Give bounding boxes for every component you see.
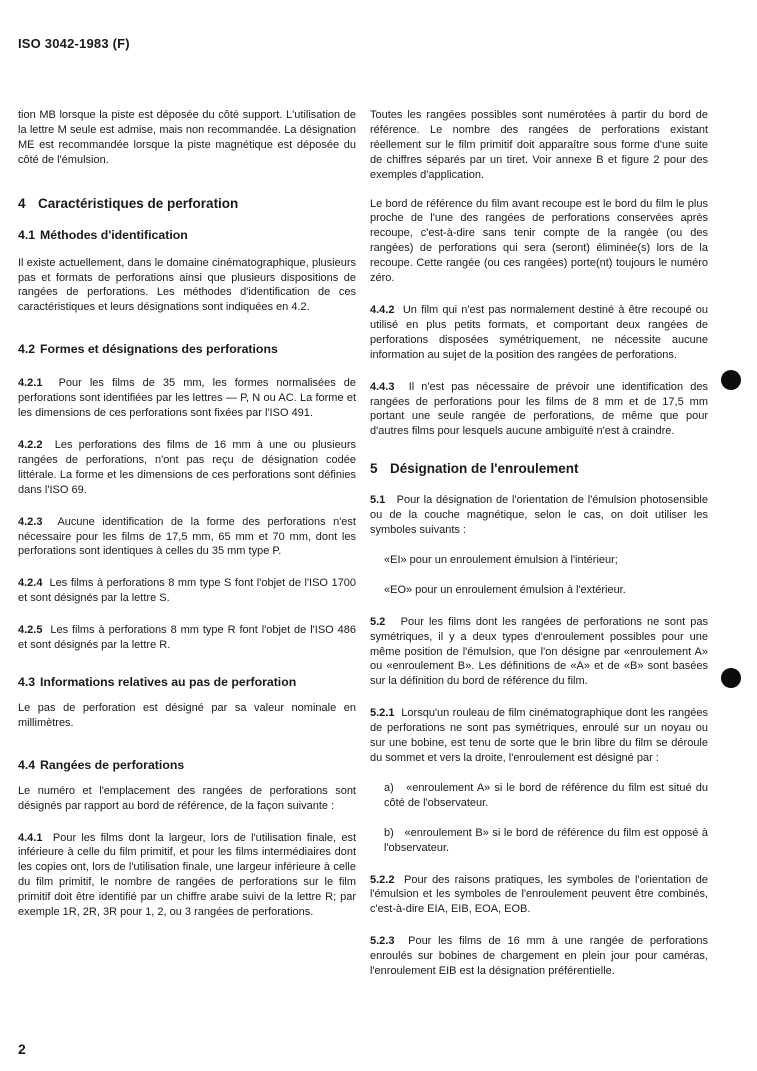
section-4-1-text: Il existe actuellement, dans le domaine cinématographique, plusieurs pas et formats de perforations ainsi que plusieurs dispositions de rangées de perforations. Les méthodes d'identification de ces caractéristiques et leurs désignations sont indiquées en 4.2. — [18, 256, 356, 314]
right-column — [370, 108, 708, 979]
section-4-2-heading: 4.2 Formes et désignations des perforations — [18, 342, 278, 357]
ei-symbol-line: «EI» pour un enroulement émulsion à l'intérieur; — [384, 553, 618, 566]
intro-paragraph: tion MB lorsque la piste est déposée du côté support. L'utilisation de la lettre M seule est admise, mais non recommandée. La désignation ME est recommandée lorsque la piste magnétique est déposée du côté de l'émulsion. — [18, 109, 356, 166]
para-4-4-1: 4.4.1 Pour les films dont la largeur, lors de l'utilisation finale, est inférieure à celle du film primitif, et pour les films intermédiaires dont les copies ont, lors de l'utilisation finale, une largeur inférieure à celle du film primitif, le nombre de rangées de perforations sur le film primitif doit être identifié par un chiffre arabe suivi de la lettre R; par exemple 1R, 2R, 3R pour 1, 2, ou 3 rangées de perforations. — [18, 831, 356, 919]
para-4-2-4: 4.2.4 Les films à perforations 8 mm type S font l'objet de l'ISO 1700 et sont désignés par la lettre S. — [18, 577, 356, 605]
para-4-2-2: 4.2.2 Les perforations des films de 16 mm à une ou plusieurs rangées de perforations, n'ont pas reçu de désignation codée littérale. La forme et les dimensions de ces perforations sont définies dans l'ISO 69. — [18, 438, 356, 496]
para-4-2-5: 4.2.5 Les films à perforations 8 mm type R font l'objet de l'ISO 486 et sont désignés par la lettre R. — [18, 624, 356, 652]
para-5-2-1: 5.2.1 Lorsqu'un rouleau de film cinématographique dont les rangées de perforations ne sont pas symétriques, enroulé sur un noyau ou sur une bobine, est tenu de sorte que le brin libre du film se déroule du sommet et vers la droite, l'enroulement est désigné par : — [370, 707, 708, 764]
para-4-2-1: 4.2.1 Pour les films de 35 mm, les formes normalisées de perforations sont identifiées par les lettres — P, N ou AC. La forme et les dimensions de ces perforations sont fixées par l'ISO 491. — [18, 377, 356, 420]
list-item-b: b) «enroulement B» si le bord de référence du film est opposé à l'observateur. — [384, 826, 709, 854]
para-4-2-3: 4.2.3 Aucune identification de la forme des perforations n'est nécessaire pour les films de 17,5 mm, 65 mm et 70 mm, dont les perforations sont identiques à celles du 35 mm type P. — [18, 515, 356, 558]
section-4-4-text: Le numéro et l'emplacement des rangées de perforations sont désignés par rapport au bord de référence, de la façon suivante : — [18, 784, 356, 812]
section-4-heading: 4 Caractéristiques de perforation — [18, 195, 239, 211]
rows-numbering-paragraph: Toutes les rangées possibles sont numérotées à partir du bord de référence. Le nombre des rangées de perforations existant réellement sur le film primitif doit apparaître sous forme d'une suite de chiffres séparés par un tiret. Voir annexe B et figure 2 pour des exemples d'application. — [370, 109, 708, 181]
binder-hole-mark — [721, 668, 741, 688]
left-column — [18, 108, 356, 920]
list-item-a: a) «enroulement A» si le bord de référence du film est situé du côté de l'observateur. — [384, 781, 708, 809]
page-number: 2 — [18, 1041, 26, 1057]
para-5-2-2: 5.2.2 Pour des raisons pratiques, les symboles de l'orientation de l'émulsion et les symboles de l'enroulement peuvent être combinés, c'est-à-dire EIA, EIB, EOA, EOB. — [370, 873, 708, 916]
section-5-heading: 5 Désignation de l'enroulement — [370, 461, 579, 477]
para-5-1: 5.1 Pour la désignation de l'orientation de l'émulsion photosensible ou de la couche magnétique, selon le cas, on doit utiliser les symboles suivants : — [370, 494, 708, 537]
document-header: ISO 3042-1983 (F) — [18, 36, 130, 51]
para-5-2-3: 5.2.3 Pour les films de 16 mm à une rangée de perforations enroulés sur bobines de chargement en plein jour pour caméras, l'enroulement EIB est la désignation préférentielle. — [370, 935, 708, 978]
section-4-1-heading: 4.1 Méthodes d'identification — [18, 227, 188, 242]
eo-symbol-line: «EO» pour un enroulement émulsion à l'extérieur. — [384, 583, 626, 596]
para-4-4-2: 4.4.2 Un film qui n'est pas normalement destiné à être recoupé ou utilisé en plus petits formats, et comportant deux rangées de perforations disposées symétriquement, ne nécessite aucune information au sujet de la position des rangées de perforations. — [370, 303, 708, 361]
para-4-4-3: 4.4.3 Il n'est pas nécessaire de prévoir une identification des rangées de perforations pour les films de 8 mm et de 17,5 mm portant une seule rangée de perforations, de même que pour d'autres films pour lesquels aucune ambiguïté n'est à craindre. — [370, 380, 708, 438]
section-4-3-heading: 4.3 Informations relatives au pas de perforation — [18, 674, 297, 689]
binder-hole-mark — [721, 370, 741, 390]
reference-edge-paragraph: Le bord de référence du film avant recoupe est le bord du film le plus proche de l'une des rangées de perforations conservées après recoupe, c'est-à-dire sans tenir compte de la rangée (ou des rangées) de perforations qui sera (seront) éliminée(s) lors de la recoupe. Cette rangée (ou ces rangées) porte(nt) toujours le numéro zéro. — [370, 197, 708, 285]
section-4-3-text: Le pas de perforation est désigné par sa valeur nominale en millimètres. — [18, 701, 356, 729]
section-4-4-heading: 4.4 Rangées de perforations — [18, 757, 185, 772]
para-5-2: 5.2 Pour les films dont les rangées de perforations ne sont pas symétriques, il y a deux types d'enroulement possibles pour une même position de l'émulsion, que l'on désigne par «enroulement A» ou «enroulement B». Les définitions de «A» et de «B» sont basées sur la définition du bord de référence du film. — [370, 615, 708, 688]
